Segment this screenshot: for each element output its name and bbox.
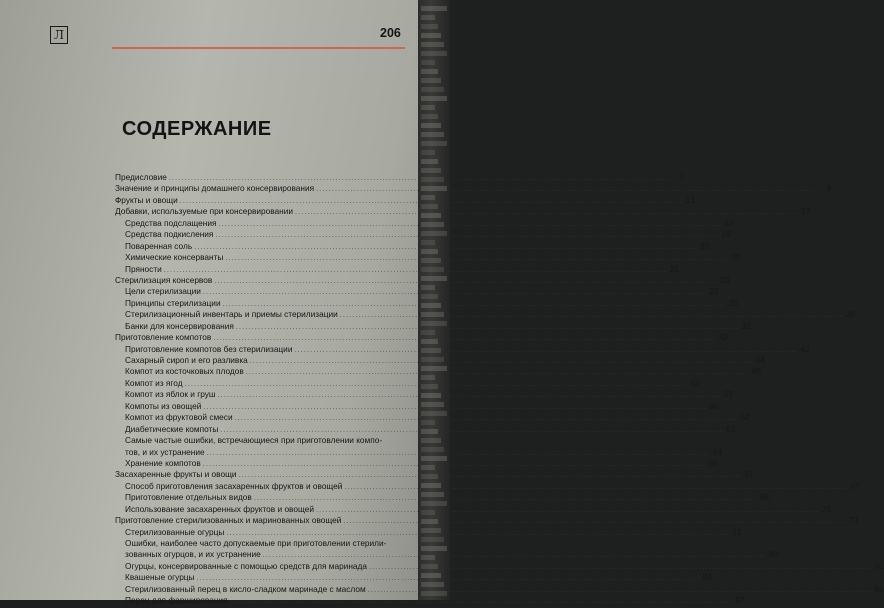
- toc-entry-title: Использование засахаренных фруктов и овощей: [125, 503, 314, 514]
- toc-entry-title: Хранение компотов: [125, 457, 201, 468]
- spine-text-line: [421, 357, 444, 362]
- toc-entry-page: 52: [690, 377, 700, 388]
- toc-entry-title: Фрукты и овощи: [115, 194, 178, 205]
- spine-text-line: [421, 276, 447, 281]
- spine-text-line: [421, 231, 447, 236]
- toc-entry: [115, 595, 745, 606]
- spine-text-line: [421, 591, 447, 596]
- page-number: 206: [380, 26, 401, 40]
- toc-entry-title: Приготовление отдельных видов: [125, 492, 252, 503]
- toc-entry-title: Квашеные огурцы: [125, 572, 195, 583]
- toc-entry-page: 80: [768, 549, 778, 560]
- spine-text-line: [421, 267, 444, 272]
- toc-leader-dots: [203, 459, 706, 470]
- toc-entry-page: 32: [741, 320, 752, 331]
- toc-entry: [115, 412, 750, 423]
- toc-entry-page: 44: [755, 355, 765, 365]
- toc-leader-dots: [225, 253, 728, 264]
- toc-entry-title: Поваренная соль: [125, 240, 193, 251]
- spine-text-line: [421, 159, 438, 164]
- toc-entry: [115, 320, 752, 332]
- toc-entry-title: Предисловие: [115, 172, 167, 182]
- spine-text-line: [421, 141, 447, 146]
- toc-entry-title: Компоты из овощей: [125, 400, 202, 411]
- toc-entry-title: Компот из фруктовой смеси: [125, 412, 233, 423]
- toc-entry-page: 67: [850, 480, 860, 491]
- toc-entry: [115, 435, 405, 446]
- toc-entry: [115, 480, 860, 492]
- toc-entry: [115, 583, 883, 595]
- toc-leader-dots: [207, 448, 710, 459]
- toc-leader-dots: [164, 265, 667, 276]
- spine-text-line: [421, 384, 438, 389]
- toc-entry-title: Компот из яблок и груш: [125, 389, 216, 400]
- spine-text-line: [421, 51, 447, 56]
- spine-text-line: [421, 474, 438, 479]
- toc-entry-title: Засахаренные фрукты и овощи: [115, 469, 237, 480]
- spine-text-line: [421, 411, 447, 416]
- toc-entry-page: 7: [679, 172, 685, 182]
- toc-entry: [115, 172, 685, 183]
- toc-entry: [115, 297, 738, 309]
- toc-entry: [115, 343, 810, 355]
- spine-text-line: [421, 132, 444, 137]
- spine-text-line: [421, 42, 444, 47]
- toc-entry-title: зованных огурцов, и их устранение: [125, 549, 261, 560]
- toc-entry-title: Стерилизованный перец в кисло-сладком маринаде с маслом: [125, 583, 366, 594]
- toc-entry: [115, 206, 811, 217]
- spine-text-line: [421, 573, 441, 578]
- toc-entry-title: Сахарный сироп и его разливка: [125, 355, 248, 365]
- spine-text-line: [421, 195, 435, 200]
- toc-entry-page: 66: [708, 457, 718, 468]
- spine-text-line: [421, 294, 438, 299]
- spine-text-line: [421, 429, 438, 434]
- spine-text-line: [421, 582, 444, 587]
- spine-text-line: [421, 321, 447, 326]
- toc-entry-title: Стерилизационный инвентарь и приемы стерилизации: [125, 309, 338, 320]
- spine-text-line: [421, 87, 444, 92]
- spine-text-line: [421, 204, 438, 209]
- table-of-contents: [115, 172, 884, 607]
- publisher-logo-icon: Л: [50, 26, 68, 44]
- spine-text-line: [421, 528, 441, 533]
- spine-text-line: [421, 285, 435, 290]
- toc-entry-title: тов, и их устранение: [125, 446, 205, 457]
- spine-text-line: [421, 303, 441, 308]
- toc-entry-page: 20: [700, 240, 710, 251]
- toc-leader-dots: [316, 505, 819, 516]
- toc-entry-title: Приготовление стерилизованных и маринованных овощей: [115, 515, 342, 526]
- toc-entry-title: Диабетические компоты: [125, 423, 219, 434]
- spine-text-line: [421, 339, 438, 344]
- toc-entry: [115, 366, 761, 377]
- spine-text-line: [421, 114, 438, 119]
- toc-entry-title: Самые частые ошибки, встречающиеся при приготовлении компо-: [125, 435, 383, 446]
- toc-entry-title: Огурцы, консервированные с помощью средств для маринада: [125, 560, 367, 571]
- toc-entry-page: 23: [720, 274, 730, 285]
- toc-entry-page: 42: [719, 332, 729, 343]
- spine-text-line: [421, 465, 435, 470]
- toc-entry: [115, 252, 741, 263]
- spine-text-line: [421, 222, 444, 227]
- toc-entry-title: Приготовление компотов: [115, 332, 212, 343]
- spine-text-line: [421, 123, 441, 128]
- toc-entry-page: 46: [751, 366, 761, 377]
- toc-entry-page: 64: [712, 446, 722, 457]
- toc-entry-page: 17: [800, 206, 811, 217]
- toc-entry-title: Пряности: [125, 263, 162, 274]
- toc-entry: [115, 286, 719, 297]
- spine-text-line: [421, 240, 435, 245]
- toc-entry-title: Ошибки, наиболее часто допускаемые при приготовлении стерили-: [125, 538, 387, 548]
- toc-entry-page: 57: [723, 389, 733, 400]
- spine-text-line: [421, 249, 438, 254]
- spine-text-line: [421, 348, 441, 353]
- toc-leader-dots: [250, 356, 753, 367]
- toc-entry: [115, 377, 700, 389]
- toc-entry: [115, 332, 729, 343]
- toc-leader-dots: [246, 367, 749, 378]
- toc-entry-page: 70: [821, 503, 832, 514]
- toc-leader-dots: [214, 276, 717, 287]
- toc-entry: [115, 183, 832, 194]
- toc-entry: [115, 194, 695, 206]
- toc-entry: [115, 572, 712, 583]
- toc-entry-page: 71: [849, 515, 859, 526]
- toc-entry-page: 68: [759, 492, 769, 503]
- spine-text-line: [421, 393, 441, 398]
- toc-entry-title: Химические консерванты: [125, 252, 224, 263]
- spine-text-line: [421, 555, 435, 560]
- spine-text-line: [421, 69, 438, 74]
- toc-entry-page: 84: [873, 583, 883, 594]
- toc-entry-page: 23: [708, 286, 719, 297]
- toc-entry-title: Цели стерилизации: [125, 286, 201, 297]
- toc-entry: [115, 526, 742, 538]
- toc-entry: [115, 274, 730, 286]
- spine-text-line: [421, 402, 444, 407]
- spine-text-line: [421, 24, 438, 29]
- spine-text-line: [421, 186, 447, 191]
- spine-text-line: [421, 213, 441, 218]
- toc-entry-page: 26: [845, 309, 855, 320]
- toc-leader-dots: [203, 402, 706, 413]
- toc-entry: [115, 457, 718, 469]
- spine-text-line: [421, 519, 438, 524]
- toc-entry-title: Средства подслащения: [125, 217, 217, 228]
- toc-entry-page: 21: [669, 263, 679, 274]
- spine-text-line: [421, 15, 435, 20]
- toc-entry-page: 67: [744, 469, 754, 480]
- spine-text-line: [421, 456, 447, 461]
- spine-text-line: [421, 6, 447, 11]
- toc-entry: [115, 503, 832, 515]
- spine-text-line: [421, 375, 435, 380]
- toc-entry-page: 60: [709, 400, 719, 411]
- toc-entry: [115, 492, 769, 503]
- spine-text-line: [421, 177, 444, 182]
- spine-text-line: [421, 546, 447, 551]
- spine-text-line: [421, 366, 447, 371]
- toc-entry: [115, 538, 405, 549]
- toc-entry: [115, 229, 731, 240]
- toc-entry-page: 87: [735, 595, 745, 606]
- toc-entry-page: 13: [685, 194, 695, 205]
- spine-text-line: [421, 420, 435, 425]
- toc-entry-title: Стерилизованные огурцы: [125, 526, 225, 537]
- spine-text-line: [421, 150, 435, 155]
- toc-entry: [115, 400, 719, 412]
- toc-entry: [115, 560, 884, 572]
- toc-leader-dots: [254, 493, 757, 504]
- adjacent-page-edge: [418, 0, 450, 600]
- toc-leader-dots: [316, 184, 819, 195]
- spine-text-line: [421, 537, 444, 542]
- page-title: СОДЕРЖАНИЕ: [122, 118, 272, 140]
- toc-entry: [115, 469, 754, 480]
- toc-entry-page: 42: [800, 343, 810, 354]
- toc-entry-title: Банки для консервирования: [125, 320, 234, 331]
- toc-entry-page: 17: [724, 217, 734, 228]
- spine-text-line: [421, 168, 441, 173]
- toc-entry-page: 25: [728, 297, 738, 308]
- spine-text-line: [421, 33, 441, 38]
- toc-entry: [115, 217, 734, 229]
- toc-entry-page: 19: [721, 229, 731, 240]
- toc-entry-page: 83: [702, 572, 712, 583]
- toc-entry-title: Значение и принципы домашнего консервирования: [115, 183, 315, 194]
- toc-entry: [115, 240, 710, 252]
- toc-entry-page: 63: [726, 423, 736, 434]
- spine-text-line: [421, 60, 435, 65]
- toc-leader-dots: [218, 390, 721, 401]
- toc-entry-page: 62: [740, 412, 750, 423]
- spine-text-line: [421, 330, 435, 335]
- toc-entry-title: Компот из ягод: [125, 377, 183, 388]
- toc-leader-dots: [215, 230, 718, 241]
- toc-entry-page: 81: [874, 560, 884, 571]
- spine-text-line: [421, 96, 447, 101]
- toc-entry-title: Способ приготовления засахаренных фруктов и овощей: [125, 480, 343, 491]
- spine-text-line: [421, 258, 441, 263]
- spine-text-line: [421, 105, 435, 110]
- toc-entry-title: Принципы стерилизации: [125, 297, 221, 308]
- spine-text-line: [421, 501, 447, 506]
- toc-entry-title: Перец для фарширования: [125, 595, 228, 606]
- spine-text-line: [421, 78, 441, 83]
- spine-text-line: [421, 483, 441, 488]
- toc-entry: [115, 389, 733, 400]
- spine-text-line: [421, 447, 444, 452]
- spine-text-line: [421, 438, 441, 443]
- toc-entry-page: 9: [826, 183, 832, 194]
- toc-entry: [115, 446, 722, 458]
- toc-leader-dots: [340, 310, 843, 321]
- toc-entry-title: Стерилизация консервов: [115, 274, 213, 285]
- spine-text-line: [421, 510, 435, 515]
- toc-entry: [115, 309, 855, 320]
- toc-entry: [115, 549, 778, 560]
- toc-entry-title: Приготовление компотов без стерилизации: [125, 343, 293, 354]
- header-rule: [112, 47, 405, 49]
- spine-text-line: [421, 564, 438, 569]
- toc-entry-page: 20: [731, 252, 741, 263]
- toc-entry: [115, 423, 736, 435]
- spine-text-line: [421, 492, 444, 497]
- toc-leader-dots: [230, 596, 733, 607]
- toc-entry-page: 71: [732, 526, 742, 537]
- spine-text-line: [421, 312, 444, 317]
- toc-leader-dots: [219, 219, 722, 230]
- toc-entry-title: Компот из косточковых плодов: [125, 366, 244, 377]
- toc-entry-title: Добавки, используемые при консервировании: [115, 206, 294, 217]
- toc-entry: [115, 355, 765, 366]
- toc-leader-dots: [235, 413, 738, 424]
- toc-entry: [115, 515, 859, 526]
- toc-leader-dots: [236, 322, 739, 333]
- toc-entry: [115, 263, 679, 275]
- toc-leader-dots: [203, 287, 706, 298]
- toc-leader-dots: [294, 345, 797, 356]
- toc-entry-title: Средства подкисления: [125, 229, 214, 240]
